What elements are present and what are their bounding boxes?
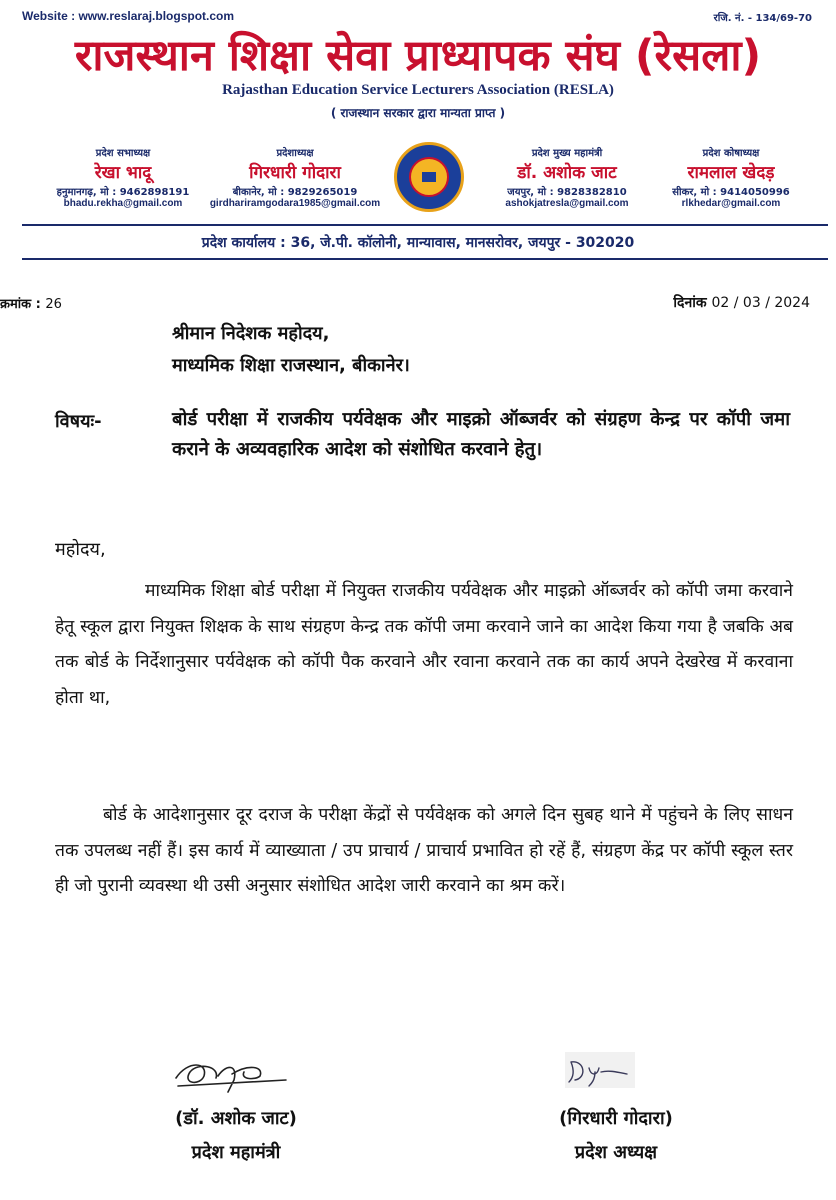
- official-contact: सीकर, मो : 9414050996: [672, 187, 790, 198]
- official-role: प्रदेश कोषाध्यक्ष: [702, 148, 760, 159]
- official-name: रेखा भादू: [94, 163, 152, 183]
- official-email: rlkhedar@gmail.com: [681, 198, 781, 209]
- resla-logo-icon: [394, 142, 464, 212]
- signature-icon: [168, 1050, 298, 1095]
- org-name-english: Rajasthan Education Service Lecturers Association (RESLA): [222, 82, 614, 98]
- body-paragraph: माध्यमिक शिक्षा बोर्ड परीक्षा में नियुक्त राजकीय पर्यवेक्षक और माइक्रो ऑब्जर्वर को कॉपी जमा करवाने हेतू स्कूल द्वारा नियुक्त शिक्षक के साथ संग्रहण केन्द्र तक कॉपी जमा करवाने जाने का आदेश किया गया है जबकि अब तक बोर्ड के निर्देशानुसार पर्यवेक्षक को कॉपी पैक करवाने और रवाना करवाने तक का कार्य अपने देखरेख में करवाना होता था,: [55, 581, 793, 708]
- official-name: गिरधारी गोदारा: [249, 163, 341, 183]
- letter-date: [673, 293, 810, 312]
- official-contact: हनुमानगढ़, मो : 9462898191: [56, 187, 190, 198]
- registration-number: रजि. नं. - 134/69-70: [713, 13, 812, 24]
- reference-value: 26: [45, 297, 62, 312]
- recognition-text: ( राजस्थान सरकार द्वारा मान्यता प्राप्त ): [330, 106, 506, 120]
- official-name: डॉ. अशोक जाट: [517, 163, 617, 183]
- official-email: bhadu.rekha@gmail.com: [63, 198, 183, 209]
- body-paragraph: बोर्ड के आदेशानुसार दूर दराज के परीक्षा केंद्रों से पर्यवेक्षक को अगले दिन सुबह थाने में पहुंचने के लिए साधन तक उपलब्ध नहीं हैं। इस कार्य में व्याख्याता / उप प्राचार्य / प्राचार्य प्रभावित हो रहें हैं, संग्रहण केंद्र पर कॉपी स्कूल स्तर ही जो पुरानी व्यवस्था थी उसी अनुसार संशोधित आदेश जारी करवाने का श्रम करें।: [55, 805, 793, 896]
- official-email: ashokjatresla@gmail.com: [505, 198, 629, 209]
- reference-label: क्रमांक :: [0, 297, 41, 312]
- header-divider: [22, 224, 828, 226]
- addressee-line: माध्यमिक शिक्षा राजस्थान, बीकानेर।: [172, 355, 410, 376]
- addressee-line: श्रीमान निदेशक महोदय,: [172, 323, 330, 344]
- signatory-designation: प्रदेश अध्यक्ष: [574, 1142, 658, 1163]
- official-block-pradeshadhyaksh: [200, 145, 390, 209]
- org-name-hindi: राजस्थान शिक्षा सेवा प्राध्यापक संघ (रेसला): [74, 31, 762, 81]
- salutation: महोदय,: [55, 539, 106, 560]
- official-block-sabhadhyaksh: [28, 145, 218, 209]
- official-email: girdhariramgodara1985@gmail.com: [209, 198, 381, 209]
- header-divider: [22, 258, 828, 260]
- subject-text: बोर्ड परीक्षा में राजकीय पर्यवेक्षक और माइक्रो ऑब्जर्वर को संग्रहण केन्द्र पर कॉपी जमा कराने के अव्यवहारिक आदेश को संशोधित करवाने हेतु।: [172, 409, 790, 460]
- signature-icon: [565, 1052, 635, 1088]
- website-url: Website : www.reslaraj.blogspot.com: [22, 9, 235, 23]
- signatory-designation: प्रदेश महामंत्री: [191, 1142, 281, 1163]
- official-block-koshadhyaksh: [636, 145, 826, 209]
- official-contact: बीकानेर, मो : 9829265019: [232, 187, 358, 198]
- official-name: रामलाल खेदड़: [687, 163, 775, 183]
- signatory-name: (डॉ. अशोक जाट): [175, 1108, 297, 1129]
- addressee: [172, 318, 410, 382]
- official-contact: जयपुर, मो : 9828382810: [507, 187, 627, 198]
- date-value: 02 / 03 / 2024: [711, 295, 810, 311]
- official-role: प्रदेशाध्यक्ष: [276, 148, 314, 159]
- reference-number: [0, 294, 62, 312]
- signatory-name: (गिरधारी गोदारा): [559, 1108, 673, 1129]
- date-label: दिनांक: [673, 295, 707, 311]
- official-block-mahamantri: [472, 145, 662, 209]
- office-address: प्रदेश कार्यालय : 36, जे.पी. कॉलोनी, मान्यावास, मानसरोवर, जयपुर - 302020: [201, 235, 635, 251]
- official-role: प्रदेश सभाध्यक्ष: [95, 148, 151, 159]
- official-role: प्रदेश मुख्य महामंत्री: [531, 148, 603, 159]
- subject-label: विषयः-: [55, 411, 102, 432]
